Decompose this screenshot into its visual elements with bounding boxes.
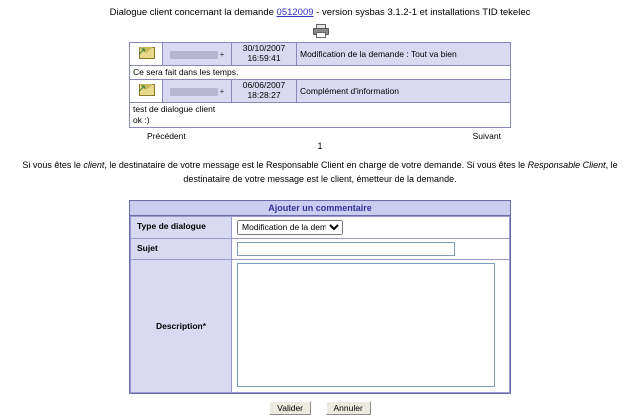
- redacted-author: [170, 51, 218, 59]
- table-row: [130, 43, 511, 66]
- subject-cell: Modification de la demande : Tout va bien: [297, 43, 511, 66]
- form-row-description: [131, 259, 510, 392]
- request-id-link[interactable]: 0512009: [276, 7, 314, 18]
- form-row-subject: [131, 238, 510, 259]
- message-body: Ce sera fait dans les temps.: [130, 65, 511, 79]
- mail-sent-icon: ↗: [137, 83, 155, 96]
- cancel-button[interactable]: Annuler: [326, 401, 371, 415]
- description-label: Description*: [131, 259, 232, 392]
- subject-input[interactable]: [237, 242, 455, 256]
- message-line-2: ok :): [133, 115, 150, 125]
- add-comment-title: Ajouter un commentaire: [130, 201, 510, 216]
- message-line-1: test de dialogue client: [133, 103, 216, 114]
- author-cell: [163, 80, 232, 103]
- add-comment-panel: [129, 200, 511, 394]
- print-row: [0, 24, 640, 40]
- time-value: 16:59:41: [247, 52, 281, 63]
- date-cell: [232, 43, 297, 66]
- pager-current-page: 1: [317, 141, 323, 152]
- printer-icon[interactable]: [313, 24, 327, 36]
- pager: [129, 131, 511, 155]
- author-cell: [163, 43, 232, 66]
- mail-sent-icon: ↗: [137, 46, 155, 59]
- pager-previous[interactable]: Précédent: [147, 131, 186, 142]
- explanation-emphasis-2: Responsable Client: [527, 160, 606, 171]
- redacted-author: [170, 88, 218, 96]
- message-icon-cell: [130, 80, 163, 103]
- date-cell: [232, 80, 297, 103]
- table-row-message: [130, 102, 511, 128]
- type-label: Type de dialogue: [131, 216, 232, 238]
- explanation-part-3: , le destinataire de votre message est le client, émetteur de la demande.: [183, 160, 618, 184]
- pager-next[interactable]: Suivant: [472, 131, 501, 142]
- message-body: [130, 102, 511, 128]
- dialogue-type-select[interactable]: [237, 220, 343, 235]
- message-icon-cell: [130, 43, 163, 66]
- page-title-suffix: - version sysbas 3.1.2-1 et installations TID tekelec: [313, 7, 531, 18]
- subject-field-cell: [232, 238, 510, 259]
- form-buttons: [130, 401, 510, 415]
- author-plus-mark: +: [219, 86, 225, 96]
- author-plus-mark: +: [219, 49, 225, 59]
- description-textarea[interactable]: [237, 263, 495, 387]
- time-value: 18:28:27: [247, 89, 281, 100]
- subject-cell: Complément d'information: [297, 80, 511, 103]
- explanation-part-1: Si vous êtes le: [22, 160, 84, 171]
- date-value: 30/10/2007: [242, 43, 286, 53]
- submit-button[interactable]: Valider: [269, 401, 311, 415]
- explanation-text: [20, 159, 620, 185]
- date-value: 06/06/2007: [242, 80, 286, 90]
- form-row-type: [131, 216, 510, 238]
- table-row-message: [130, 65, 511, 79]
- page-title-prefix: Dialogue client concernant la demande: [109, 7, 277, 18]
- dialogue-table-wrap: [129, 42, 511, 128]
- explanation-emphasis-1: client: [83, 160, 105, 171]
- explanation-part-2: , le destinataire de votre message est le Responsable Client en charge de votre demande. Si vous êtes le: [104, 160, 528, 171]
- type-field-cell: [232, 216, 510, 238]
- description-field-cell: [232, 259, 510, 392]
- dialogue-table: [129, 42, 511, 128]
- add-comment-form: [130, 216, 510, 393]
- table-row: [130, 80, 511, 103]
- subject-label: Sujet: [131, 238, 232, 259]
- page-title: [0, 0, 640, 18]
